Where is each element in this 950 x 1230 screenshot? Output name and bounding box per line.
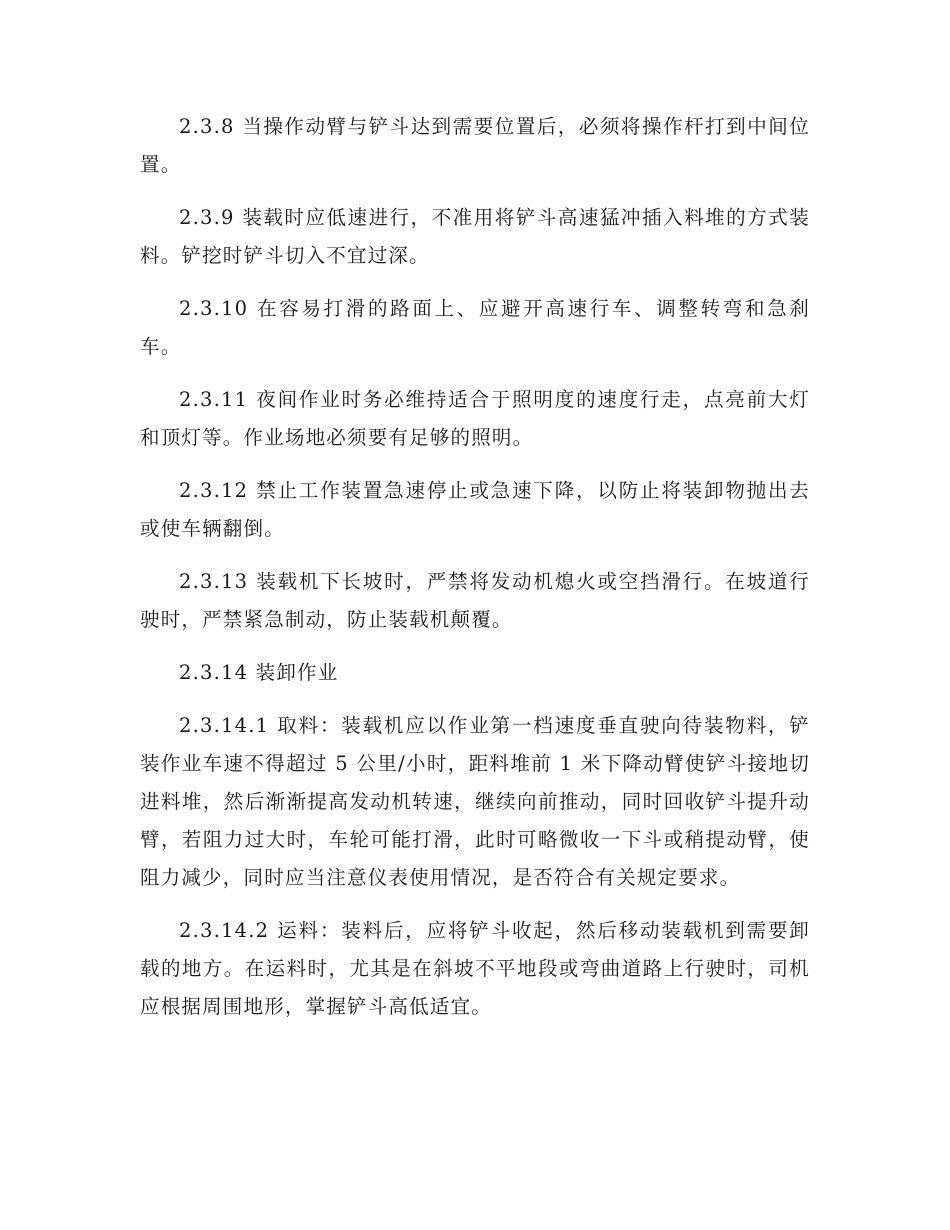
- paragraph-2-3-12: 2.3.12 禁止工作装置急速停止或急速下降，以防止将装卸物抛出去或使车辆翻倒。: [140, 479, 810, 540]
- paragraph-2-3-14-2: 2.3.14.2 运料：装料后，应将铲斗收起，然后移动装载机到需要卸载的地方。在运料时，尤其是在斜坡不平地段或弯曲道路上行驶时，司机应根据周围地形，掌握铲斗高低适宜。: [140, 919, 810, 1018]
- paragraph-2-3-11: 2.3.11 夜间作业时务必维持适合于照明度的速度行走，点亮前大灯和顶灯等。作业场地必须要有足够的照明。: [140, 388, 810, 449]
- paragraph-2-3-9: 2.3.9 装载时应低速进行，不准用将铲斗高速猛冲插入料堆的方式装料。铲挖时铲斗切入不宜过深。: [140, 206, 810, 267]
- section-heading-2-3-14: 2.3.14 装卸作业: [179, 661, 339, 684]
- paragraph-2-3-8: 2.3.8 当操作动臂与铲斗达到需要位置后，必须将操作杆打到中间位置。: [140, 115, 810, 176]
- document-body: [140, 108, 810, 1041]
- paragraph-2-3-10: 2.3.10 在容易打滑的路面上、应避开高速行车、调整转弯和急刹车。: [140, 297, 810, 358]
- paragraph-2-3-14-1: 2.3.14.1 取料：装载机应以作业第一档速度垂直驶向待装物料，铲装作业车速不得超过 5 公里/小时，距料堆前 1 米下降动臂使铲斗接地切进料堆，然后渐渐提高发动机转速，继续向前推动，同时回收铲斗提升动臂，若阻力过大时，车轮可能打滑，此时可略微收一下斗或稍提动臂，使阻力减少，同时应当注意仪表使用情况，是否符合有关规定要求。: [140, 714, 810, 889]
- paragraph-2-3-13: 2.3.13 装载机下长坡时，严禁将发动机熄火或空挡滑行。在坡道行驶时，严禁紧急制动，防止装载机颠覆。: [140, 570, 810, 631]
